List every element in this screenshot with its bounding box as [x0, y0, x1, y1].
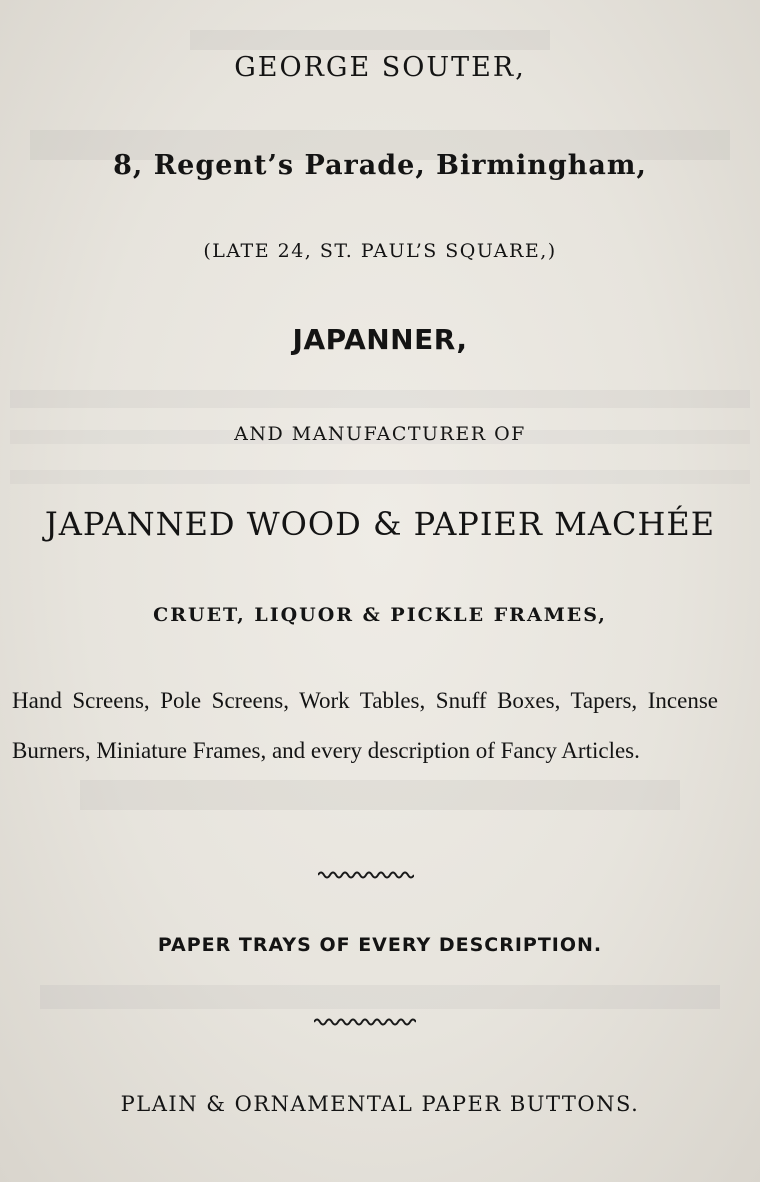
- proprietor-name: GEORGE SOUTER,: [234, 52, 526, 83]
- japanned-goods-heading: JAPANNED WOOD & PAPIER MACHÉE: [44, 505, 716, 543]
- paper-buttons-line: PLAIN & ORNAMENTAL PAPER BUTTONS.: [120, 1092, 640, 1116]
- shop-address: 8, Regent’s Parade, Birmingham,: [113, 150, 647, 181]
- trade-title: JAPANNER,: [292, 323, 468, 356]
- show-through-bars-3: [0, 380, 760, 520]
- paper-trays-line: PAPER TRAYS OF EVERY DESCRIPTION.: [157, 934, 603, 956]
- fancy-articles-paragraph: Hand Screens, Pole Screens, Work Tables, Snuff Boxes, Tapers, Incense Burners, Miniature Frames, and every description of Fancy Articles.: [12, 688, 718, 763]
- show-through-block-3: [0, 380, 760, 520]
- frames-heading: CRUET, LIQUOR & PICKLE FRAMES,: [153, 604, 607, 626]
- manufacturer-heading: AND MANUFACTURER OF: [234, 423, 526, 445]
- ornamental-rule-1: [318, 869, 414, 881]
- former-address: (LATE 24, ST. PAUL’S SQUARE,): [203, 240, 557, 262]
- ornamental-rule-2: [314, 1016, 416, 1028]
